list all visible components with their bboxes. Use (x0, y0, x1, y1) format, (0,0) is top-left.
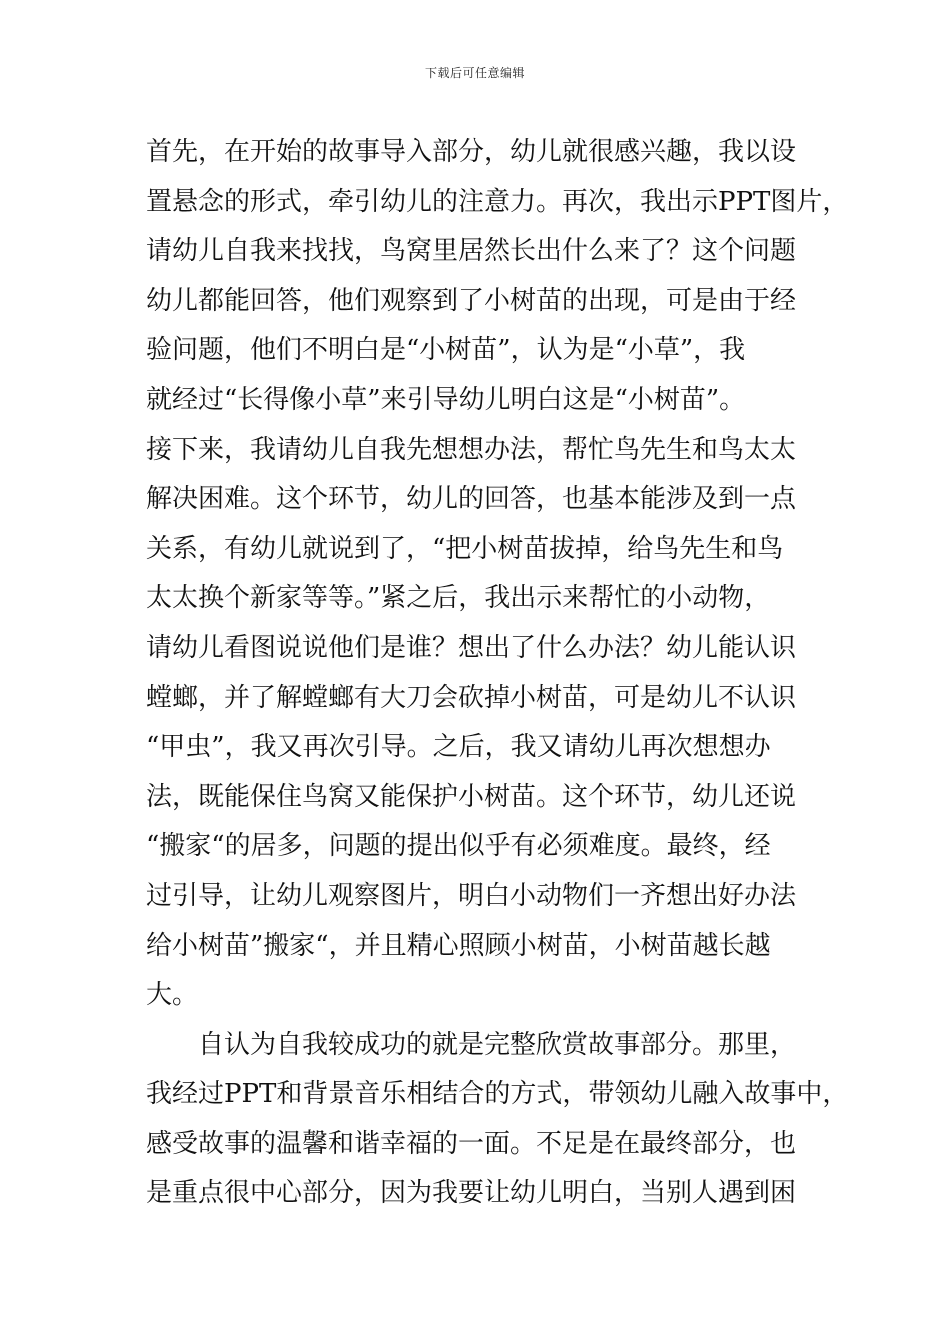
text-line: 给小树苗”搬家“，并且精心照顾小树苗，小树苗越长越 (146, 930, 771, 961)
text-line: 过引导，让幼儿观察图片，明白小动物们一齐想出好办法 (146, 880, 797, 911)
text-line: 首先，在开始的故事导入部分，幼儿就很感兴趣，我以设 (146, 137, 797, 167)
text-line: 接下来，我请幼儿自我先想想办法，帮忙鸟先生和鸟太太 (146, 434, 797, 465)
text-line: 法，既能保住鸟窝又能保护小树苗。这个环节，幼儿还说 (146, 781, 797, 812)
text-line: 螳螂，并了解螳螂有大刀会砍掉小树苗，可是幼儿不认识 (146, 682, 797, 713)
text-line: 验问题，他们不明白是“小树苗”，认为是“小草”，我 (146, 335, 746, 366)
text-line: 请幼儿自我来找找，鸟窝里居然长出什么来了？这个问题 (146, 236, 797, 267)
paragraph-2 (146, 1021, 849, 1219)
document-body (146, 128, 849, 1219)
paragraph-1 (146, 128, 849, 1021)
page-header: 下载后可任意编辑 (424, 66, 525, 80)
text-line: 置悬念的形式，牵引幼儿的注意力。再次，我出示PPT图片， (146, 186, 849, 217)
text-line: 幼儿都能回答，他们观察到了小树苗的出现，可是由于经 (146, 285, 797, 316)
text-line: “甲虫”，我又再次引导。之后，我又请幼儿再次想想办 (146, 732, 771, 763)
text-line: 解决困难。这个环节，幼儿的回答，也基本能涉及到一点 (146, 484, 797, 515)
text-line: 就经过“长得像小草”来引导幼儿明白这是“小树苗”。 (146, 384, 746, 415)
text-line: 大。 (146, 980, 199, 1011)
text-line: 请幼儿看图说说他们是谁？想出了什么办法？幼儿能认识 (146, 632, 797, 663)
text-line: 自认为自我较成功的就是完整欣赏故事部分。那里， (198, 1029, 797, 1060)
text-line: 是重点很中心部分，因为我要让幼儿明白，当别人遇到困 (146, 1178, 797, 1209)
text-line: 感受故事的温馨和谐幸福的一面。不足是在最终部分，也 (146, 1128, 797, 1159)
text-line: 关系，有幼儿就说到了，“把小树苗拔掉，给鸟先生和鸟 (146, 533, 784, 564)
text-line: 太太换个新家等等。”紧之后，我出示来帮忙的小动物， (146, 583, 771, 614)
text-line: 我经过PPT和背景音乐相结合的方式，带领幼儿融入故事中， (146, 1079, 849, 1110)
text-line: “搬家“的居多，问题的提出似乎有必须难度。最终，经 (146, 831, 771, 862)
